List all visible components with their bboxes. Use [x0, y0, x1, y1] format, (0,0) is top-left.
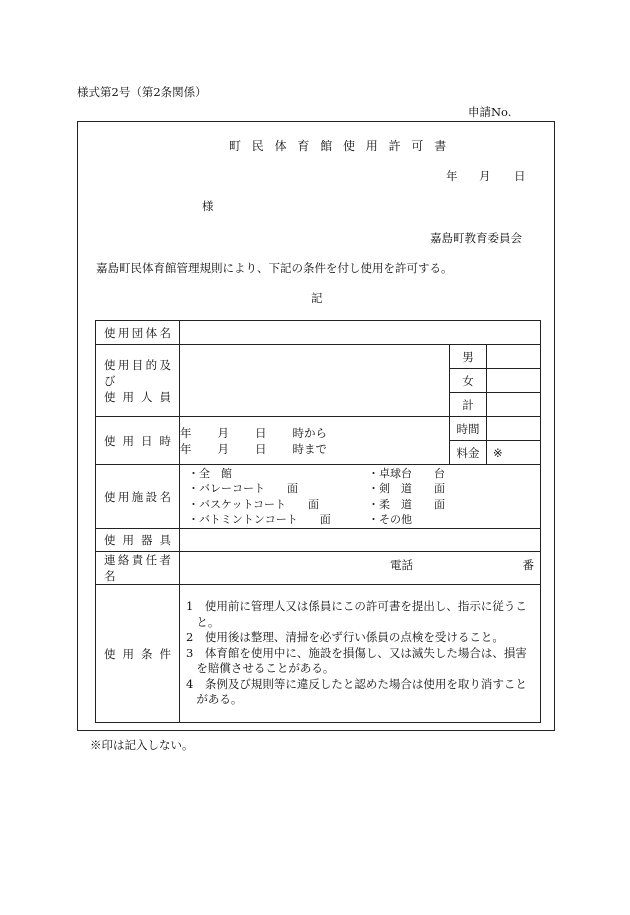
footnote: ※印は記入しない。	[90, 738, 194, 752]
date-day: 日	[514, 169, 526, 183]
row-contact	[96, 552, 541, 585]
facility-label: 使用施設名	[96, 465, 180, 529]
facility-badminton[interactable]: ・バトミントンコート 面	[188, 513, 331, 526]
female-label: 女	[450, 369, 487, 393]
male-count[interactable]	[487, 345, 541, 369]
facility-value	[180, 465, 541, 529]
condition-4: 4 条例及び規則等に違反したと認めた場合は使用を取り消すことがある。	[186, 676, 527, 707]
condition-2: 2 使用後は整理、清掃を必ず行い係員の点検を受けること。	[186, 630, 504, 645]
facility-judo[interactable]: ・柔 道 面	[368, 497, 445, 511]
from-year: 年	[180, 425, 192, 440]
purpose-label-line1: 使用目的及び	[104, 357, 171, 388]
datetime-value[interactable]	[180, 417, 450, 465]
addressee-suffix: 様	[202, 199, 214, 213]
datetime-label: 使用日時	[96, 417, 180, 465]
facility-table-tennis[interactable]: ・卓球台 台	[368, 466, 445, 480]
female-count[interactable]	[487, 369, 541, 393]
phone-suffix: 番	[522, 558, 535, 572]
purpose-label-line2: 使用人員	[104, 389, 171, 404]
equipment-label: 使用器具	[96, 529, 180, 552]
hours-label: 時間	[450, 417, 487, 441]
to-suffix: 時まで	[292, 441, 327, 456]
to-month: 月	[217, 441, 229, 456]
group-name-label: 使用団体名	[96, 321, 180, 345]
form-number: 様式第2号（第2条関係）	[77, 85, 207, 99]
from-day: 日	[255, 425, 267, 440]
from-month: 月	[217, 425, 229, 440]
row-conditions	[96, 585, 541, 723]
conditions-label: 使用条件	[96, 585, 180, 723]
contact-value[interactable]	[180, 552, 541, 585]
intro-text: 嘉島町民体育館管理規則により、下記の条件を付し使用を許可する。	[96, 261, 453, 275]
datetime-from	[180, 425, 449, 441]
from-suffix: 時から	[292, 425, 327, 440]
condition-3: 3 体育館を使用中に、施設を損傷し、又は滅失した場合は、損害を賠償させることがある。	[186, 645, 527, 676]
contact-label: 連絡責任者名	[96, 552, 180, 585]
date-month: 月	[479, 169, 491, 183]
fee-mark: ※	[487, 441, 541, 465]
permit-table	[95, 320, 541, 723]
to-day: 日	[255, 441, 267, 456]
purpose-value[interactable]	[180, 345, 450, 417]
phone-label: 電話	[390, 558, 413, 572]
issuer: 嘉島町教育委員会	[430, 231, 522, 245]
datetime-to	[180, 441, 449, 457]
to-year: 年	[180, 441, 192, 456]
row-datetime	[96, 417, 541, 441]
ki-heading: 記	[311, 291, 323, 305]
total-label: 計	[450, 393, 487, 417]
group-name-value[interactable]	[180, 321, 541, 345]
fee-label: 料金	[450, 441, 487, 465]
row-purpose	[96, 345, 541, 369]
condition-1: 1 使用前に管理人又は係員にこの許可書を提出し、指示に従うこと。	[186, 599, 527, 629]
conditions-value	[180, 585, 541, 723]
facility-other[interactable]: ・その他	[368, 513, 412, 526]
facility-basketball[interactable]: ・バスケットコート 面	[188, 497, 320, 511]
facility-list	[180, 466, 540, 528]
date-year: 年	[446, 169, 458, 183]
equipment-value[interactable]	[180, 529, 541, 552]
total-count[interactable]	[487, 393, 541, 417]
hours-value[interactable]	[487, 417, 541, 441]
page-title: 町民体育館使用許可書	[229, 139, 458, 153]
facility-kendo[interactable]: ・剣 道 面	[368, 482, 445, 495]
facility-volleyball[interactable]: ・バレーコート 面	[188, 482, 298, 495]
facility-zenkan[interactable]: ・全 館	[188, 466, 232, 480]
purpose-label	[96, 345, 180, 417]
row-group-name	[96, 321, 541, 345]
application-no: 申請No.	[468, 105, 512, 119]
row-facility	[96, 465, 541, 529]
male-label: 男	[450, 345, 487, 369]
row-equipment	[96, 529, 541, 552]
